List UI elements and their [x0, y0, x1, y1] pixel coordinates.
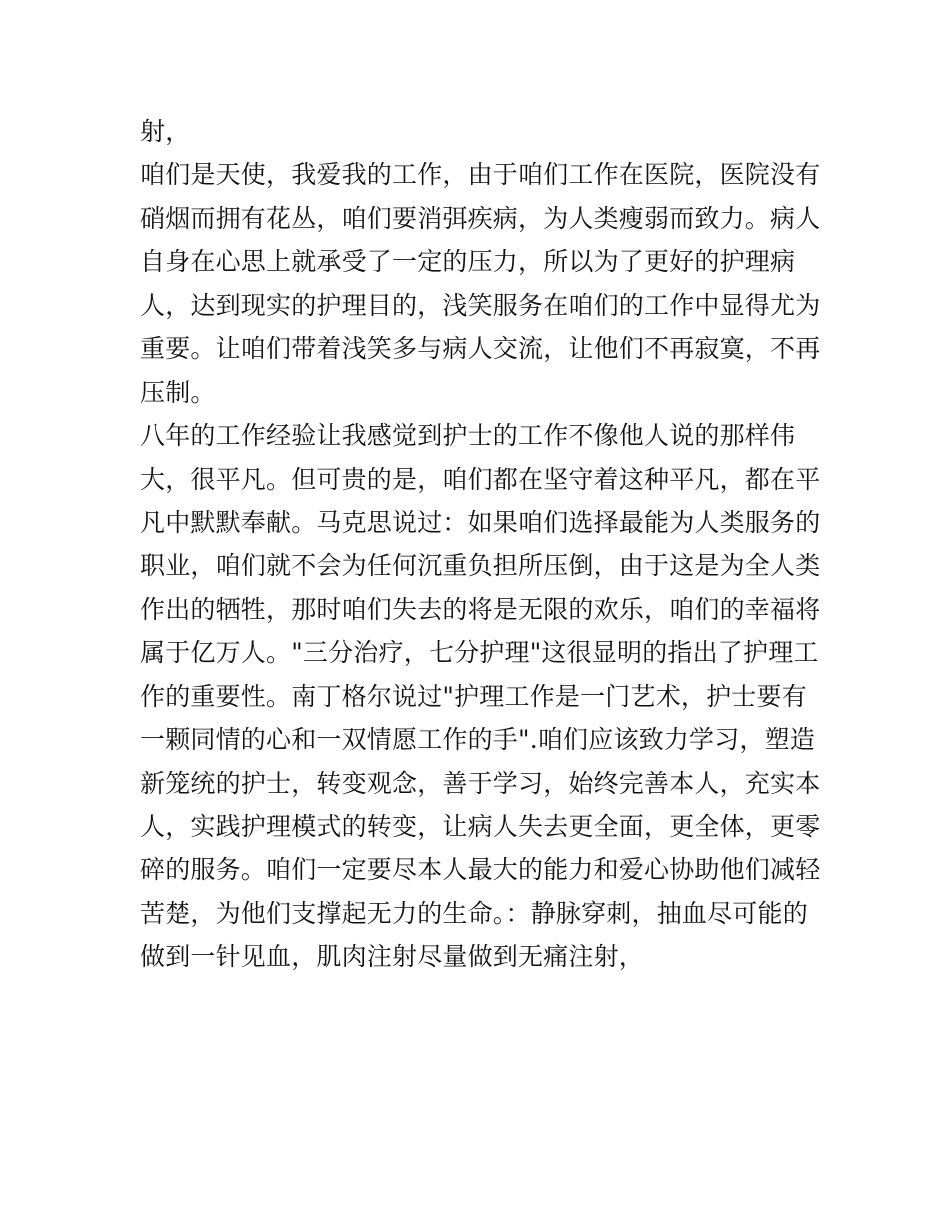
text-line: 压制。 — [140, 377, 216, 407]
text-line: 做到一针见血，肌肉注射尽量做到无痛注射， — [140, 942, 645, 972]
body-text — [140, 110, 820, 979]
text-line: 人，实践护理模式的转变，让病人失去更全面，更全体，更零 — [140, 812, 821, 841]
text-line: 人，达到现实的护理目的，浅笑服务在咱们的工作中显得尤为 — [140, 290, 821, 320]
text-line: 碎的服务。咱们一定要尽本人最大的能力和爱心协助他们减轻 — [140, 855, 821, 885]
text-line: 凡中默默奉献。马克思说过：如果咱们选择最能为人类服务的 — [140, 507, 821, 537]
text-line: 八年的工作经验让我感觉到护士的工作不像他人说的那样伟 — [140, 421, 796, 451]
text-line: 一颗同情的心和一双情愿工作的手".咱们应该致力学习，塑造 — [140, 725, 816, 755]
text-line: 作的重要性。南丁格尔说过"护理工作是一门艺术，护士要有 — [140, 681, 807, 711]
text-line: 自身在心思上就承受了一定的压力，所以为了更好的护理病 — [140, 247, 796, 277]
text-line: 作出的牺牲，那时咱们失去的将是无限的欢乐，咱们的幸福将 — [140, 594, 821, 624]
text-line: 重要。让咱们带着浅笑多与病人交流，让他们不再寂寞，不再 — [140, 334, 821, 364]
text-line: 新笼统的护士，转变观念，善于学习，始终完善本人，充实本 — [140, 768, 821, 798]
text-line: 射， — [140, 117, 191, 146]
text-line: 苦楚，为他们支撑起无力的生命。：静脉穿刺，抽血尽可能的 — [140, 898, 808, 928]
text-line: 职业，咱们就不会为任何沉重负担所压倒，由于这是为全人类 — [140, 551, 821, 581]
text-line: 咱们是天使，我爱我的工作，由于咱们工作在医院，医院没有 — [140, 160, 821, 190]
text-line: 大，很平凡。但可贵的是，咱们都在坚守着这种平凡，都在平 — [140, 464, 821, 494]
text-line: 硝烟而拥有花丛，咱们要消弭疾病，为人类瘦弱而致力。病人 — [140, 203, 821, 233]
text-line: 属于亿万人。"三分治疗，七分护理"这很显明的指出了护理工 — [140, 638, 819, 668]
